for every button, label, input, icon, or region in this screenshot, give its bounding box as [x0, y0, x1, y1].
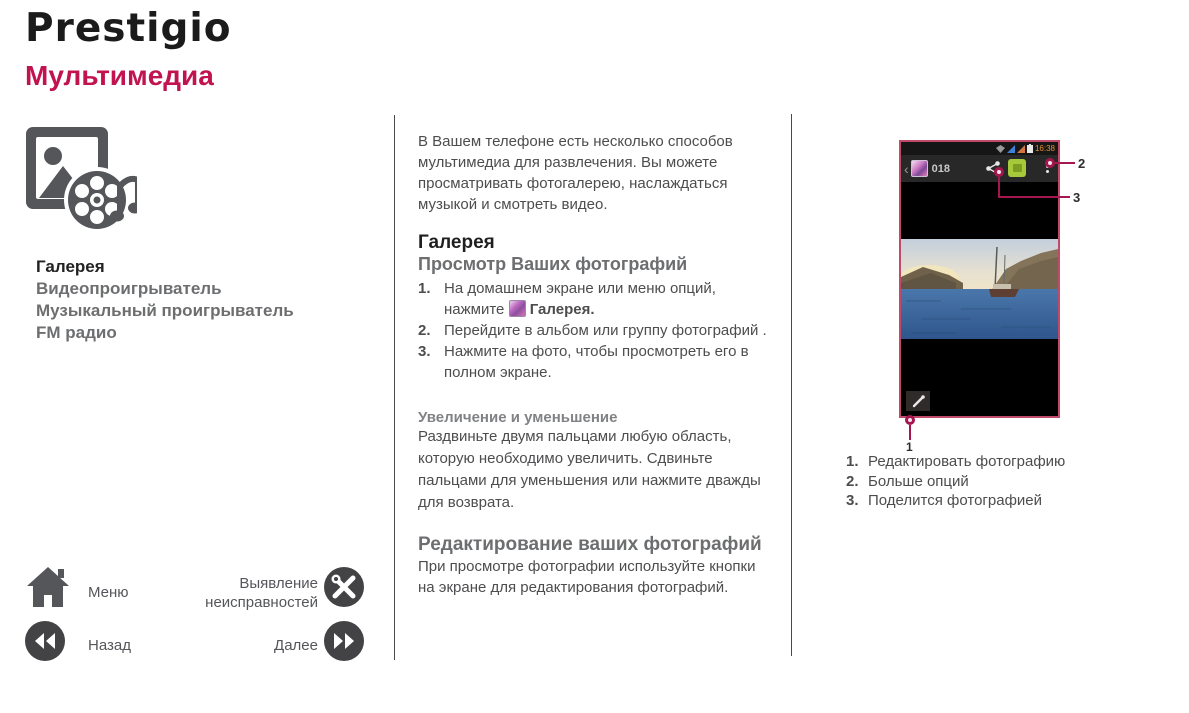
callout-dot-2	[1045, 158, 1055, 168]
menu-nav-label[interactable]: Меню	[88, 584, 129, 601]
zoom-paragraph: Раздвиньте двумя пальцами любую область, которую необходимо увеличить. Сдвиньте пальцами для уменьшения или нажмите дважды для возврата.	[418, 428, 761, 511]
callout-line-3v	[998, 177, 1000, 198]
messaging-icon	[1008, 159, 1026, 177]
callout-number-1: 1	[906, 440, 913, 454]
section-heading-gallery: Галерея	[418, 232, 495, 253]
brand-logo: Prestigio	[25, 6, 232, 51]
callout-dot-3	[994, 167, 1004, 177]
callout-line-3h	[998, 196, 1070, 198]
home-icon[interactable]	[27, 567, 69, 612]
sidebar-item-videoplayer[interactable]: Видеопроигрыватель	[36, 279, 222, 298]
phone-status-bar	[901, 142, 1058, 155]
step-2: 2. Перейдите в альбом или группу фотографий .	[418, 322, 767, 339]
legend-item-2: 2. Больше опций	[846, 472, 969, 490]
callout-dot-1	[905, 415, 915, 425]
main-content	[418, 131, 772, 598]
back-chevron-icon: ‹	[904, 160, 909, 177]
sidebar-item-gallery[interactable]: Галерея	[36, 257, 105, 276]
callout-number-2: 2	[1078, 156, 1086, 171]
troubleshoot-nav-label[interactable]: Выявление неисправностей	[205, 575, 318, 611]
phone-screenshot	[899, 140, 1060, 418]
page-title: Мультимедиа	[25, 60, 214, 91]
column-divider-left	[394, 115, 395, 660]
signal-icon	[1007, 145, 1015, 153]
battery-icon	[1027, 144, 1033, 153]
wifi-icon	[996, 145, 1005, 153]
back-nav-label[interactable]: Назад	[88, 637, 131, 654]
column-divider-right	[791, 114, 792, 656]
callout-number-3: 3	[1073, 190, 1081, 205]
edit-paragraph: При просмотре фотографии используйте кнопки на экране для редактирования фотографий.	[418, 558, 756, 596]
legend-item-3: 3. Поделится фотографией	[846, 492, 1043, 509]
edit-icon	[906, 391, 930, 411]
subsection-heading-view-photos: Просмотр Ваших фотографий	[418, 254, 688, 274]
chat-bubble-icon	[1013, 164, 1022, 172]
step-1: 1. На домашнем экране или меню опций, нажмите Галерея.	[418, 280, 716, 318]
section-menu	[36, 256, 294, 344]
legend-item-1: 1. Редактировать фотографию	[846, 453, 1066, 470]
back-icon[interactable]	[25, 621, 65, 666]
next-nav-label[interactable]: Далее	[274, 637, 318, 654]
steps-list	[418, 278, 772, 383]
callout-line-1	[909, 425, 911, 440]
step-3: 3. Нажмите на фото, чтобы просмотреть его в полном экране.	[418, 343, 749, 381]
sidebar-item-fmradio[interactable]: FM радио	[36, 323, 117, 342]
gallery-thumbnail-icon	[911, 160, 928, 177]
phone-app-bar	[901, 155, 1058, 182]
photo-title: 018	[931, 162, 951, 175]
intro-paragraph: В Вашем телефоне есть несколько способов мультимедиа для развлечения. Вы можете просматривать фотогалерею, наслаждаться музыкой и смотреть видео.	[418, 133, 733, 213]
sidebar-item-musicplayer[interactable]: Музыкальный проигрыватель	[36, 301, 294, 320]
gallery-app-icon	[509, 300, 526, 317]
multimedia-icon	[25, 126, 137, 241]
callout-line-2	[1055, 162, 1075, 164]
callout-legend	[846, 452, 1065, 511]
section-heading-edit: Редактирование ваших фотографий	[418, 534, 762, 555]
troubleshoot-icon[interactable]	[324, 567, 364, 612]
boat-photo	[901, 239, 1058, 339]
subsection-heading-zoom: Увеличение и уменьшение	[418, 409, 618, 426]
status-time: 16:38	[1034, 143, 1055, 153]
roaming-icon	[1017, 145, 1025, 153]
next-icon[interactable]	[324, 621, 364, 666]
